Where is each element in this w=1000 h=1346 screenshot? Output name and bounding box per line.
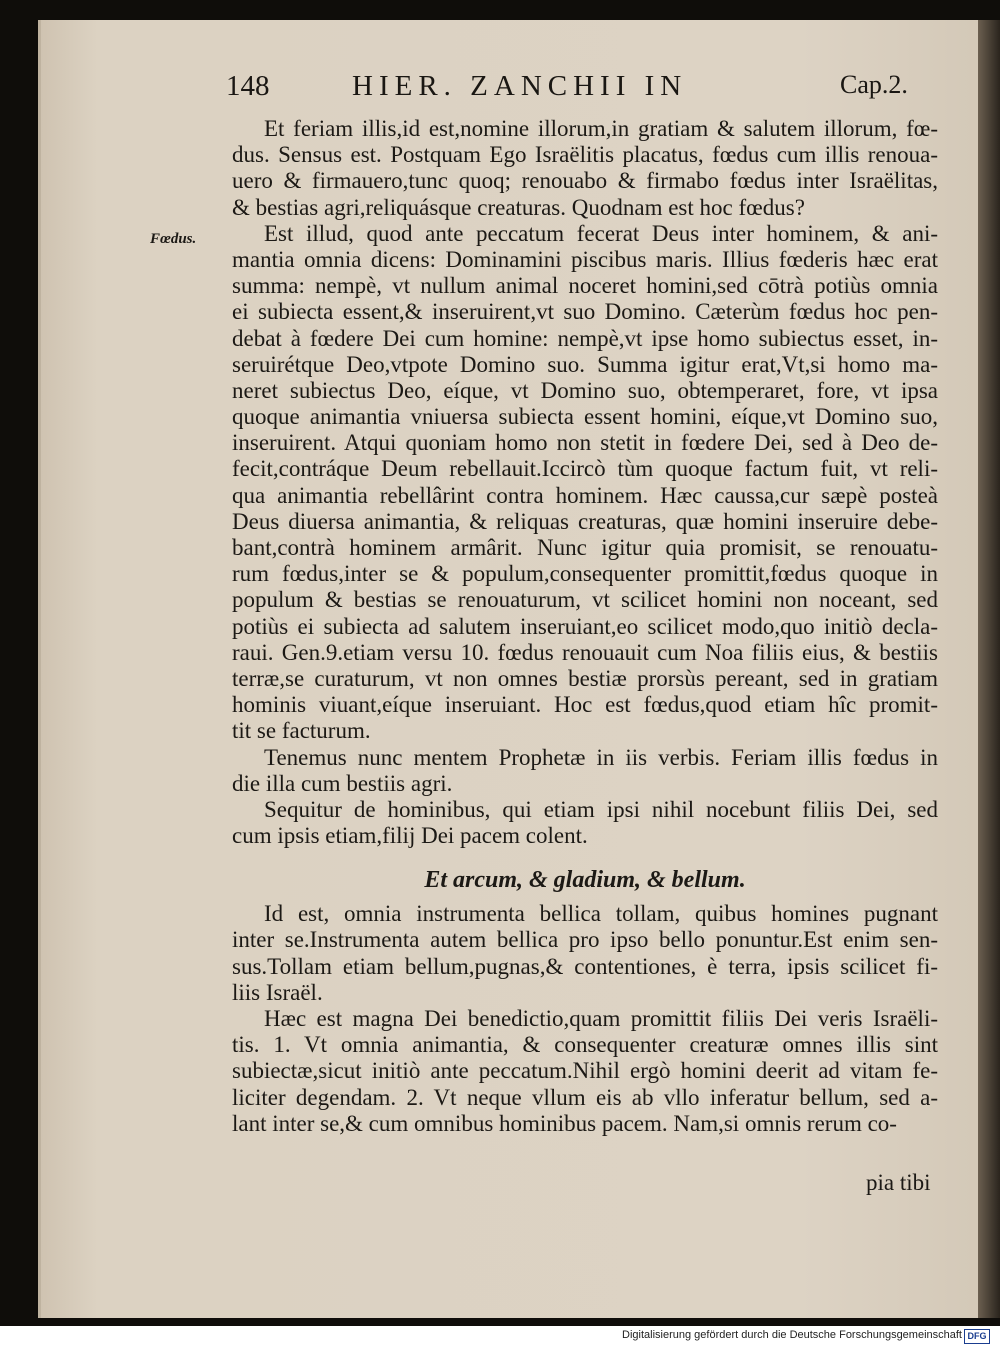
text-line: lant inter se,& cum omnibus hominibus pacem. Nam,si omnis rerum co- (232, 1110, 897, 1136)
text-line: summa: nempè, vt nullum animal noceret homini,sed cōtrà potiùs omnia (232, 273, 938, 299)
text-line: Sequitur de hominibus, qui etiam ipsi nihil nocebunt filiis Dei, sed (264, 796, 938, 822)
text-line: cum ipsis etiam,filij Dei pacem colent. (232, 823, 588, 849)
text-line: tis. 1. Vt omnia animantia, & consequenter creaturæ omnes illis sint (232, 1032, 938, 1058)
text-line: Tenemus nunc mentem Prophetæ in iis verbis. Feriam illis fœdus in (264, 744, 938, 770)
text-line: liis Israël. (232, 979, 323, 1005)
section-heading: Et arcum, & gladium, & bellum. (424, 867, 746, 894)
catchword: pia tibi (866, 1170, 931, 1195)
footer-bar (0, 1326, 1000, 1346)
text-line: rum fœdus,inter se & populum,consequenter promittit,fœdus quoque in (232, 561, 938, 587)
text-line: raui. Gen.9.etiam versu 10. fœdus renouauit cum Noa filiis eius, & bestiis (232, 639, 938, 665)
text-line: Est illud, quod ante peccatum fecerat Deus inter hominem, & ani- (264, 220, 938, 246)
text-line: dus. Sensus est. Postquam Ego Israëlitis placatus, fœdus cum illis renoua- (232, 142, 938, 168)
text-line: seruirétque Deo,vtpote Domino suo. Summa igitur erat,Vt,si homo ma- (232, 351, 938, 377)
book-gutter (978, 20, 1000, 1318)
text-line: die illa cum bestiis agri. (232, 770, 453, 796)
text-line: Deus diuersa animantia, & reliquas creaturas, quæ homini inseruire debe- (232, 508, 938, 534)
text-line: potiùs ei subiecta ad salutem inseruiant,eo scilicet modo,quo initiò decla- (232, 613, 938, 639)
text-line: liciter degendam. 2. Vt neque vllum eis ab vllo inferatur bellum, sed a- (232, 1084, 938, 1110)
text-line: ei subiecta essent,& inseruirent,vt suo Domino. Cæterùm fœdus hoc pen- (232, 299, 938, 325)
page-number: 148 (226, 70, 270, 102)
chapter-label: Cap.2. (840, 70, 908, 99)
text-line: inseruirent. Atqui quoniam homo non stetit in fœdere Dei, sed à Deo de- (232, 430, 938, 456)
footer-credit: Digitalisierung gefördert durch die Deutsche Forschungsgemeinschaft (622, 1329, 962, 1341)
text-line: Id est, omnia instrumenta bellica tollam, quibus homines pugnant (264, 901, 938, 927)
text-line: Hæc est magna Dei benedictio,quam promittit filiis Dei veris Israëli- (264, 1006, 938, 1031)
text-line: uero & firmauero,tunc quoq; renouabo & firmabo fœdus inter Israëlitas, (232, 168, 938, 194)
text-line: hominis viuant,eíque inseruiant. Hoc est fœdus,quod etiam hîc promit- (232, 692, 938, 718)
body-text (232, 116, 938, 1137)
margin-note: Fœdus. (150, 231, 197, 247)
text-line: fecit,contráque Deum rebellauit.Iccircò tùm quoque factum fuit, vt reli- (232, 456, 938, 482)
paragraphs-after-heading (232, 901, 938, 1137)
dfg-logo: DFG (964, 1329, 990, 1344)
text-line: inter se.Instrumenta autem bellica pro ipso bello ponuntur.Est enim sen- (232, 927, 938, 953)
text-line: neret subiectus Deo, eíque, vt Domino suo, obtemperaret, fore, vt ipsa (232, 377, 938, 403)
text-line: tit se facturum. (232, 718, 371, 744)
text-line: & bestias agri,reliquásque creaturas. Quodnam est hoc fœdus? (232, 194, 805, 220)
paragraphs-before-heading (232, 116, 938, 849)
running-title: HIER. ZANCHII IN (352, 70, 688, 102)
text-line: subiectæ,sicut initiò ante peccatum.Nihil ergò homini deerit ad vitam fe- (232, 1058, 938, 1084)
text-line: debat à fœdere Dei cum homine: nempè,vt ipse homo subiectus esset, in- (232, 325, 938, 351)
text-line: qua animantia rebellârint contra hominem. Hæc caussa,cur sæpè posteà (232, 482, 938, 508)
text-line: terræ,se curaturum, vt non omnes bestiæ prorsùs pereant, sed in gratiam (232, 665, 938, 691)
text-line: Et feriam illis,id est,nomine illorum,in gratiam & salutem illorum, fœ- (264, 116, 938, 141)
running-head (0, 70, 1000, 110)
text-line: mantia omnia dicens: Dominamini piscibus maris. Illius fœderis hæc erat (232, 246, 938, 272)
text-line: populum & bestias se renouaturum, vt scilicet homini non noceant, sed (232, 587, 938, 613)
text-line: quoque animantia vniuersa subiecta essent homini, eíque,vt Domino suo, (232, 404, 938, 430)
text-line: sus.Tollam etiam bellum,pugnas,& contentiones, è terra, ipsis scilicet fi- (232, 953, 938, 979)
text-line: bant,contrà hominem armârit. Nunc igitur quia promisit, se renouatu- (232, 535, 938, 560)
